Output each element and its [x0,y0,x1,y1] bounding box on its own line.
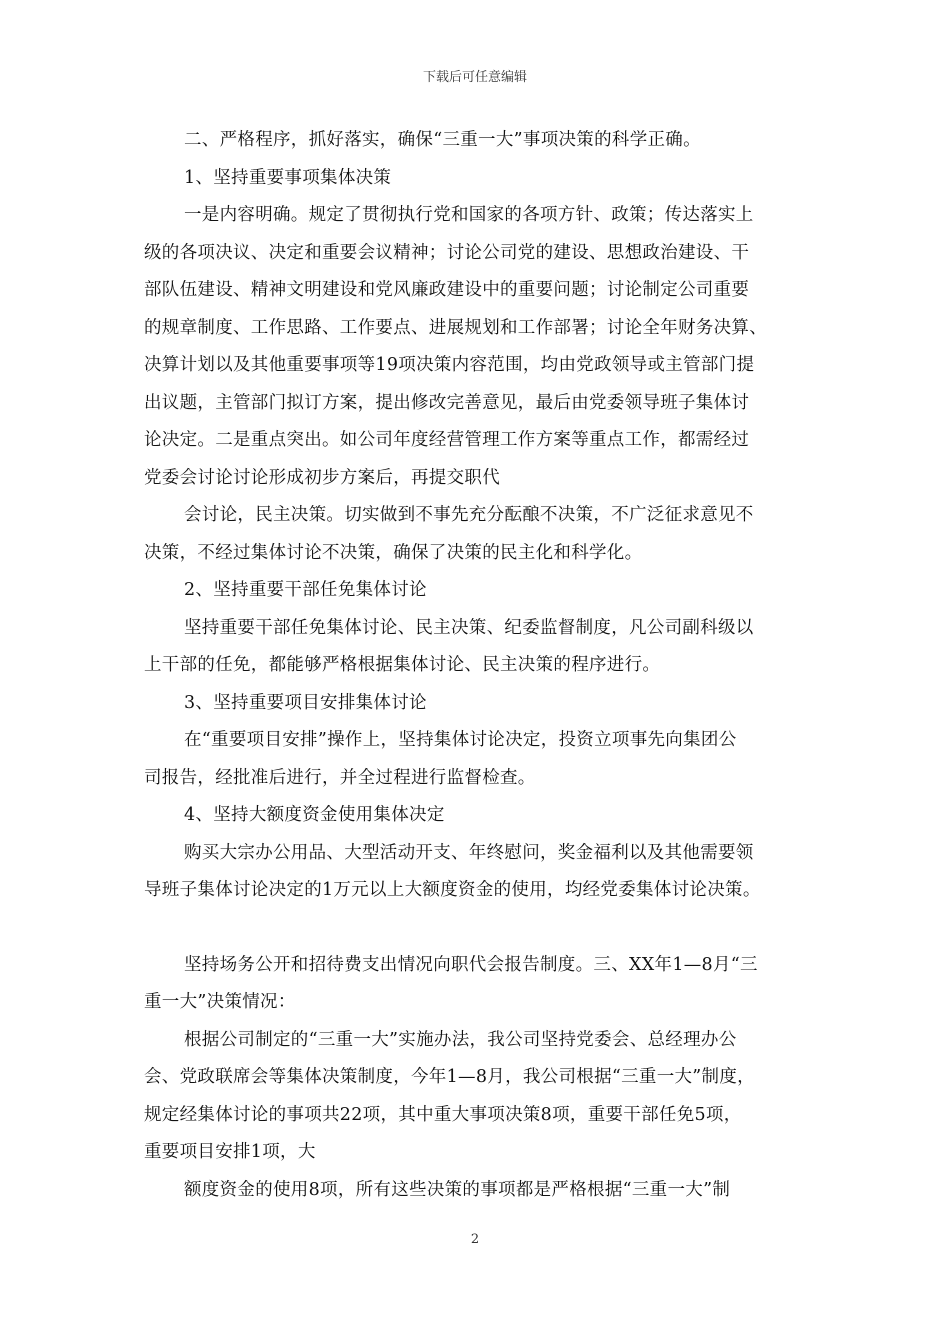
subsection-heading: 4、坚持大额度资金使用集体决定 [184,805,445,825]
paragraph-line: 论决定。二是重点突出。如公司年度经营管理工作方案等重点工作，都需经过 [144,430,750,450]
paragraph-line: 司报告，经批准后进行，并全过程进行监督检查。 [144,767,536,788]
section-heading: 二、严格程序，抓好落实，确保“三重一大”事项决策的科学正确。 [184,130,701,150]
paragraph-line: 部队伍建设、精神文明建设和党风廉政建设中的重要问题；讨论制定公司重要 [144,280,750,300]
paragraph-line: 额度资金的使用8项，所有这些决策的事项都是严格根据“三重一大”制 [184,1179,731,1200]
paragraph-line: 上干部的任免，都能够严格根据集体讨论、民主决策的程序进行。 [144,655,661,675]
paragraph-line: 级的各项决议、决定和重要会议精神；讨论公司党的建设、思想政治建设、干 [144,242,750,263]
page-number: 2 [470,1232,480,1247]
paragraph-line: 导班子集体讨论决定的1万元以上大额度资金的使用，均经党委集体讨论决策。 [144,880,761,900]
paragraph-line: 坚持重要干部任免集体讨论、民主决策、纪委监督制度，凡公司副科级以 [184,617,754,638]
paragraph-line: 规定经集体讨论的事项共22项，其中重大事项决策8项，重要干部任免5项， [144,1104,742,1125]
paragraph-line: 坚持场务公开和招待费支出情况向职代会报告制度。三、XX年1—8月“三 [184,954,758,975]
paragraph-line: 重要项目安排1项，大 [144,1142,316,1162]
subsection-heading: 2、坚持重要干部任免集体讨论 [184,580,427,600]
paragraph-line: 出议题，主管部门拟订方案，提出修改完善意见，最后由党委领导班子集体讨 [144,392,750,413]
subsection-heading: 1、坚持重要事项集体决策 [184,167,392,188]
paragraph-line: 购买大宗办公用品、大型活动开支、年终慰问，奖金福利以及其他需要领 [184,842,754,863]
subsection-heading: 3、坚持重要项目安排集体讨论 [184,692,427,713]
paragraph-line: 的规章制度、工作思路、工作要点、进展规划和工作部署；讨论全年财务决算、 [144,317,767,338]
paragraph-gap [144,910,812,947]
page-header: 下载后可任意编辑 [422,70,527,85]
paragraph-line: 一是内容明确。规定了贯彻执行党和国家的各项方针、政策；传达落实上 [184,205,754,225]
paragraph-line: 党委会讨论讨论形成初步方案后，再提交职代 [144,467,500,488]
paragraph-line: 会讨论，民主决策。切实做到不事先充分酝酿不决策，不广泛征求意见不 [184,505,754,525]
document-body [144,122,812,1209]
paragraph-line: 重一大”决策情况： [144,992,296,1012]
paragraph-line: 会、党政联席会等集体决策制度，今年1—8月，我公司根据“三重一大”制度， [144,1067,755,1087]
paragraph-line: 决算计划以及其他重要事项等19项决策内容范围，均由党政领导或主管部门提 [144,355,755,375]
paragraph-line: 决策，不经过集体讨论不决策，确保了决策的民主化和科学化。 [144,542,643,563]
paragraph-line: 根据公司制定的“三重一大”实施办法，我公司坚持党委会、总经理办公 [184,1029,737,1050]
paragraph-line: 在“重要项目安排”操作上，坚持集体讨论决定，投资立项事先向集团公 [184,730,737,750]
